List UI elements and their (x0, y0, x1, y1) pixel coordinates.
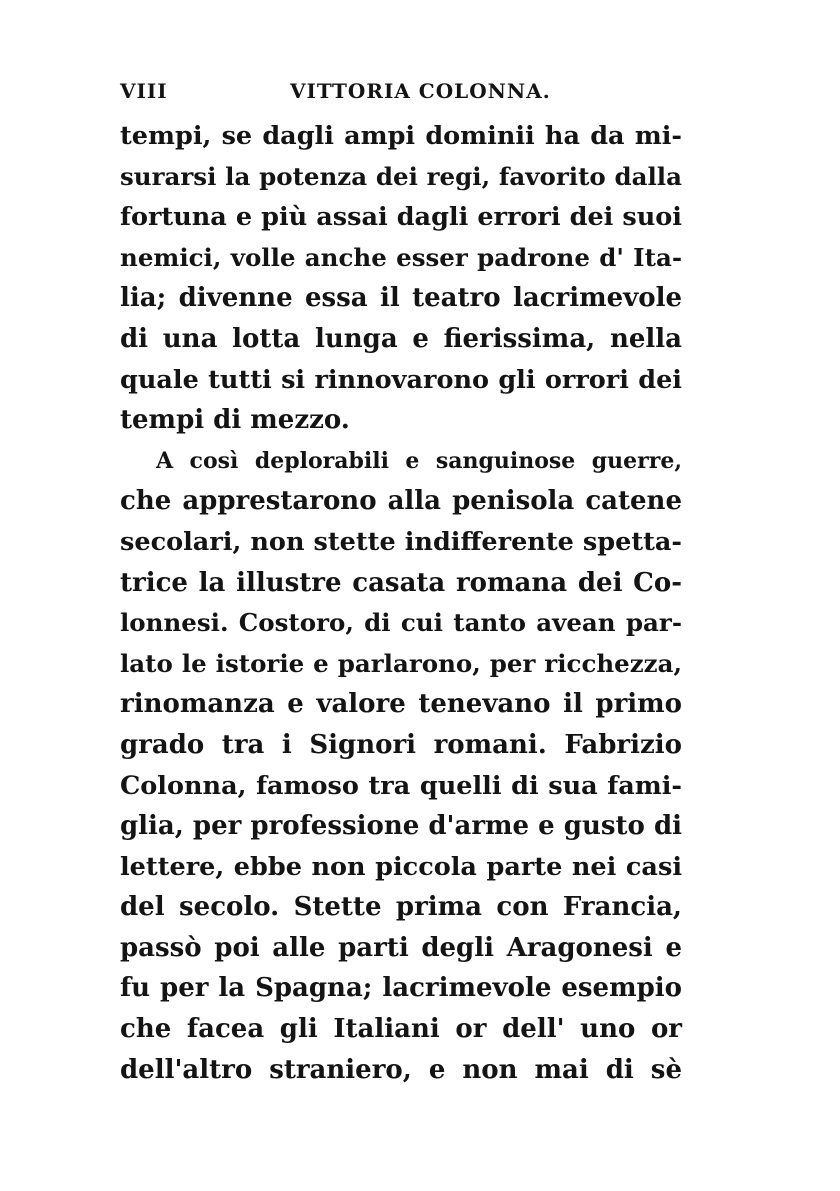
running-head (120, 74, 720, 108)
text-line: passò poi alle parti degli Aragonesi e (120, 932, 682, 963)
page-number: VIII (120, 79, 168, 103)
text-line: che apprestarono alla penisola catene (120, 486, 682, 517)
text-line: tempi di mezzo. (120, 405, 350, 436)
text-line: surarsi la potenza dei regi, favorito dalla (120, 161, 682, 191)
text-line: del secolo. Stette prima con Francia, (120, 892, 682, 923)
text-line: nemici, volle anche esser padrone d' Ita- (120, 242, 682, 272)
text-line: quale tutti si rinnovarono gli orrori dei (120, 364, 682, 395)
text-line: fu per la Spagna; lacrimevole esempio (120, 973, 682, 1004)
text-line: secolari, non stette indifferente spetta- (120, 526, 682, 557)
text-line: lonnesi. Costoro, di cui tanto avean par- (120, 608, 682, 638)
running-title: VITTORIA COLONNA. (290, 79, 551, 103)
text-line: che facea gli Italiani or dell' uno or (120, 1014, 682, 1045)
text-line: lato le istorie e parlarono, per ricchezza, (120, 648, 682, 678)
text-line: fortuna e più assai dagli errori dei suoi (120, 202, 682, 233)
text-line: di una lotta lunga e fierissima, nella (120, 323, 682, 354)
text-line: lia; divenne essa il teatro lacrimevole (120, 283, 682, 314)
text-line: trice la illustre casata romana dei Co- (120, 567, 682, 598)
text-line: glia, per professione d'arme e gusto di (120, 811, 682, 842)
text-line: Colonna, famoso tra quelli di sua fami- (120, 770, 682, 801)
text-line: rinomanza e valore tenevano il primo (120, 689, 682, 720)
text-line: tempi, se dagli ampi dominii ha da mi- (120, 121, 682, 151)
body-text (120, 116, 682, 1090)
text-line: grado tra i Signori romani. Fabrizio (120, 729, 682, 760)
text-line: lettere, ebbe non piccola parte nei casi (120, 851, 682, 882)
text-line: A così deplorabili e sanguinose guerre, (156, 447, 682, 474)
text-line: dell'altro straniero, e non mai di sè (120, 1054, 682, 1085)
